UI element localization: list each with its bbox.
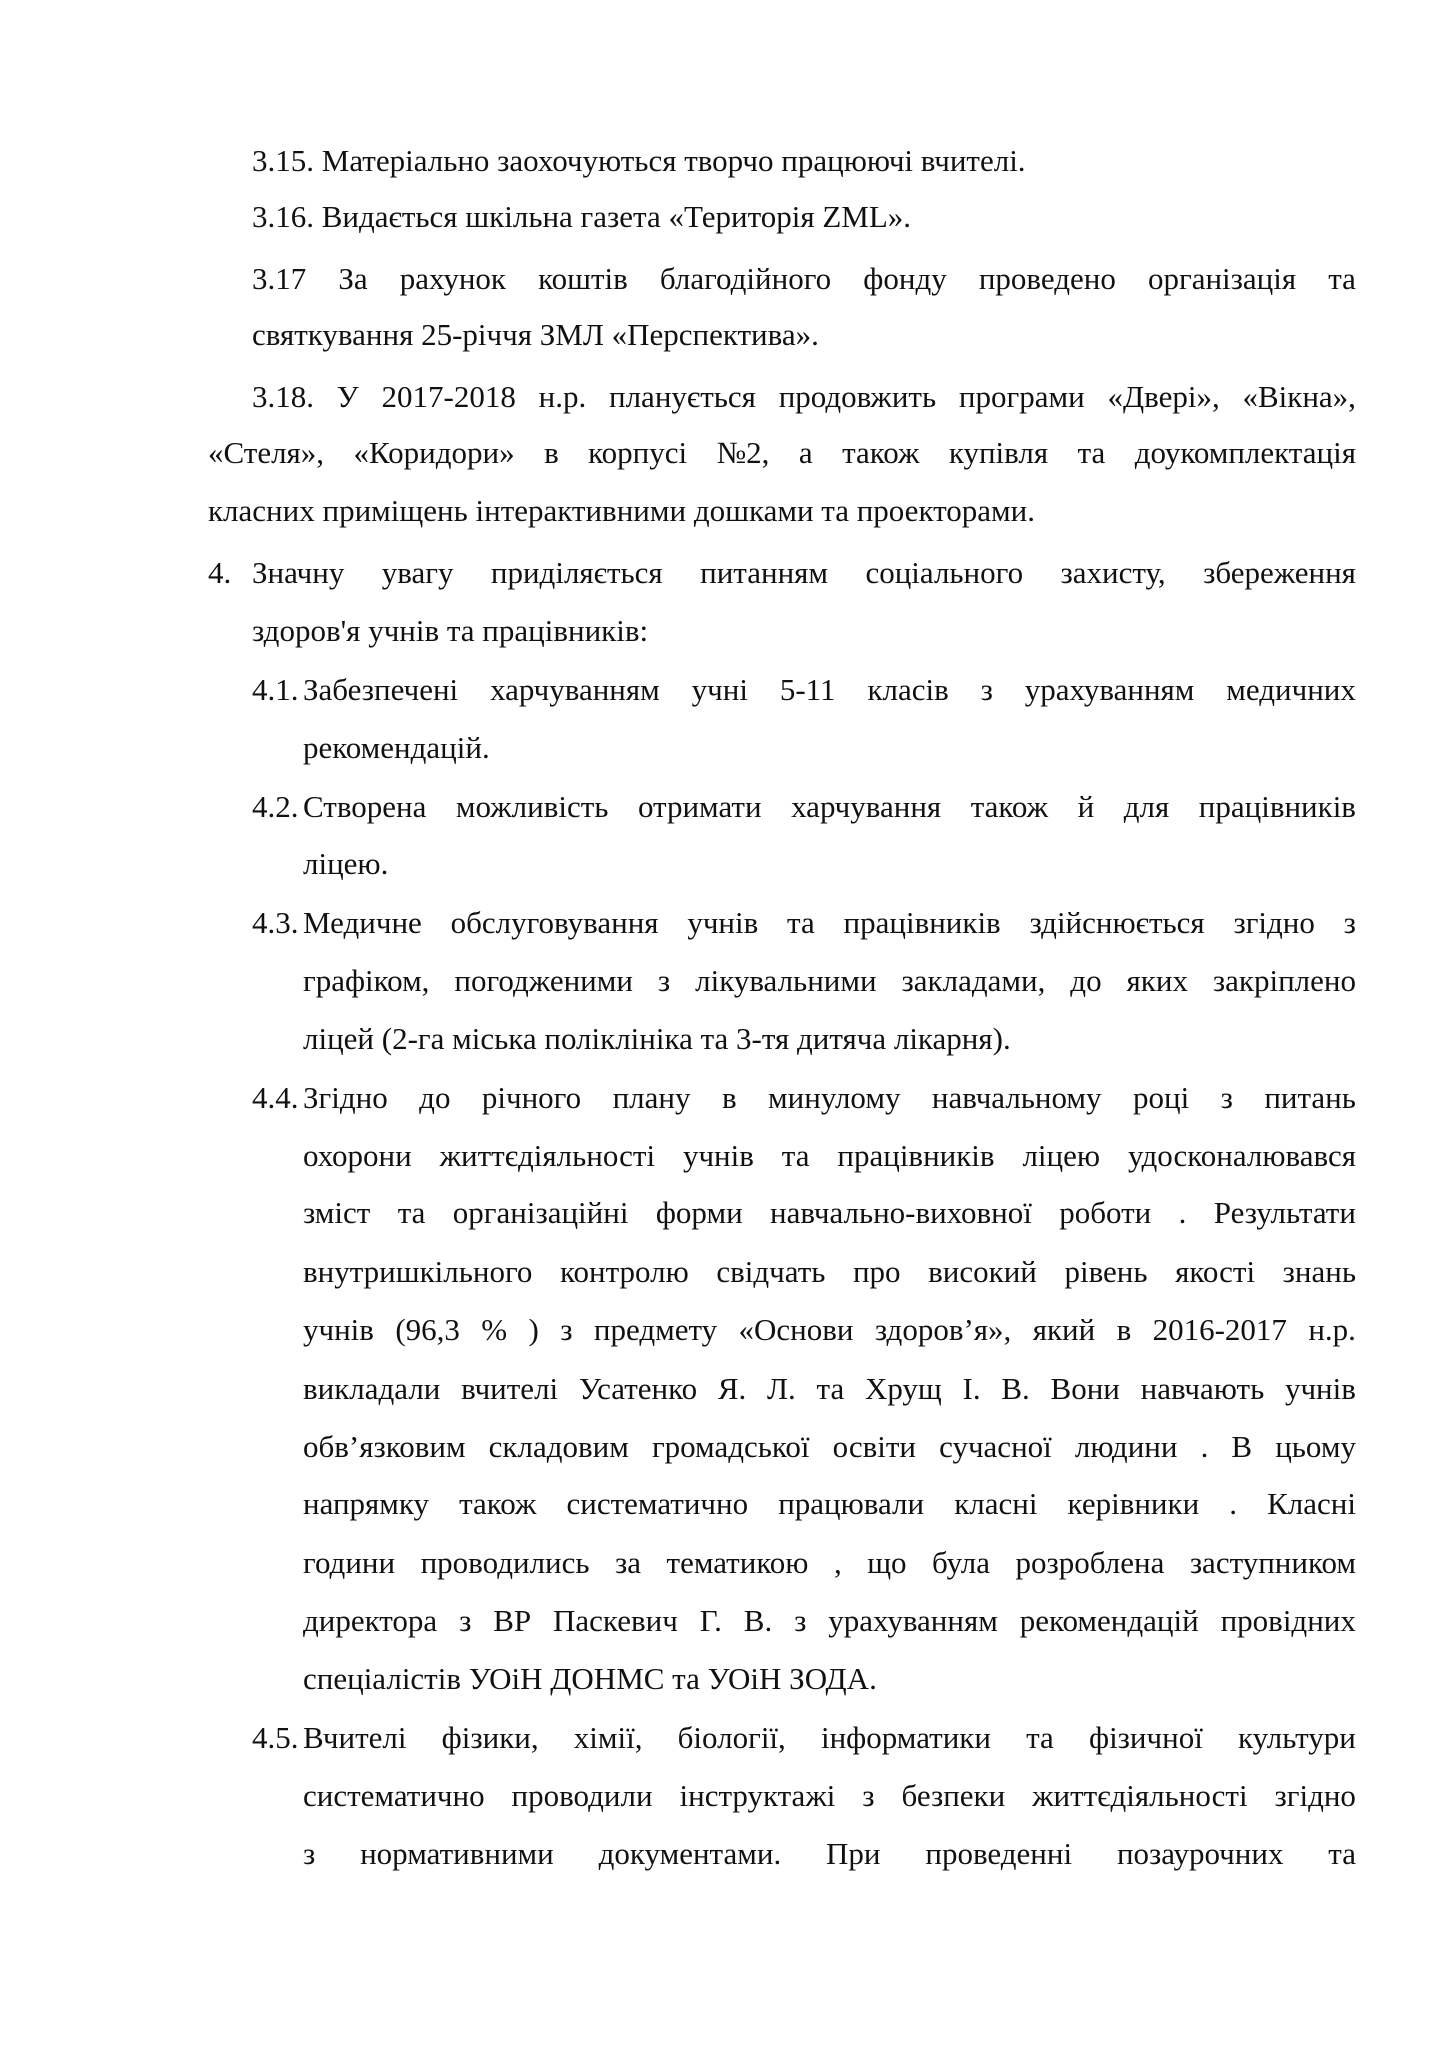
item-4-3-number: 4.3. — [252, 905, 299, 940]
item-4-2-line-2: ліцею. — [303, 846, 389, 881]
item-4-5-line-1: Вчителі фізики, хімії, біології, інформатики та фізичної культури — [303, 1720, 1356, 1755]
item-4-5-number: 4.5. — [252, 1720, 299, 1755]
item-4-4-line-10: директора з ВР Паскевич Г. В. з урахуванням рекомендацій провідних — [303, 1603, 1356, 1638]
item-4-1-line-1: Забезпечені харчуванням учні 5-11 класів з урахуванням медичних — [303, 672, 1356, 707]
paragraph-3-18-line-2: «Стеля», «Коридори» в корпусі №2, а також купівля та доукомплектація — [208, 435, 1356, 470]
item-4-4-line-1: Згідно до річного плану в минулому навчальному році з питань — [303, 1080, 1356, 1115]
paragraph-3-17-line-2: святкування 25-річчя ЗМЛ «Перспектива». — [252, 317, 819, 352]
item-4-line-1: Значну увагу приділяється питанням соціального захисту, збереження — [252, 555, 1356, 590]
paragraph-3-17-line-1: 3.17 За рахунок коштів благодійного фонду проведено організація та — [252, 261, 1356, 296]
item-4-4-line-4: внутришкільного контролю свідчать про високий рівень якості знань — [303, 1254, 1356, 1289]
item-4-4-line-11: спеціалістів УОіН ДОНМС та УОіН ЗОДА. — [303, 1661, 877, 1696]
paragraph-3-18-line-1: 3.18. У 2017-2018 н.р. планується продовжить програми «Двері», «Вікна», — [252, 379, 1356, 414]
paragraph-3-16-line-1: 3.16. Видається шкільна газета «Територія ZML». — [252, 199, 912, 234]
item-4-4-line-7: обв’язковим складовим громадської освіти сучасної людини . В цьому — [303, 1429, 1356, 1464]
paragraph-3-15-line-1: 3.15. Матеріально заохочуються творчо працюючі вчителі. — [252, 143, 1026, 178]
item-4-3-line-2: графіком, погодженими з лікувальними закладами, до яких закріплено — [303, 963, 1356, 998]
item-4-3-line-3: ліцей (2-га міська поліклініка та 3-тя дитяча лікарня). — [303, 1021, 1011, 1056]
item-4-4-line-6: викладали вчителі Усатенко Я. Л. та Хрущ І. В. Вони навчають учнів — [303, 1371, 1356, 1406]
item-4-3-line-1: Медичне обслуговування учнів та працівників здійснюється згідно з — [303, 905, 1356, 940]
item-4-5-line-2: систематично проводили інструктажі з безпеки життєдіяльності згідно — [303, 1778, 1356, 1813]
item-4-4-number: 4.4. — [252, 1080, 299, 1115]
item-4-number: 4. — [208, 555, 232, 590]
item-4-4-line-9: години проводились за тематикою , що була розроблена заступником — [303, 1545, 1356, 1580]
item-4-5-line-3: з нормативними документами. При проведенні позаурочних та — [303, 1836, 1356, 1871]
item-4-1-number: 4.1. — [252, 672, 299, 707]
item-4-line-2: здоров'я учнів та працівників: — [252, 613, 649, 648]
item-4-4-line-3: зміст та організаційні форми навчально-виховної роботи . Результати — [303, 1195, 1356, 1230]
item-4-2-line-1: Створена можливість отримати харчування також й для працівників — [303, 789, 1356, 824]
item-4-4-line-2: охорони життєдіяльності учнів та працівників ліцею удосконалювався — [303, 1138, 1356, 1173]
item-4-1-line-2: рекомендацій. — [303, 730, 490, 765]
item-4-4-line-5: учнів (96,3 % ) з предмету «Основи здоров’я», який в 2016-2017 н.р. — [303, 1312, 1356, 1347]
item-4-2-number: 4.2. — [252, 789, 299, 824]
item-4-4-line-8: напрямку також систематично працювали класні керівники . Класні — [303, 1486, 1356, 1521]
paragraph-3-18-line-3: класних приміщень інтерактивними дошками та проекторами. — [208, 493, 1035, 528]
